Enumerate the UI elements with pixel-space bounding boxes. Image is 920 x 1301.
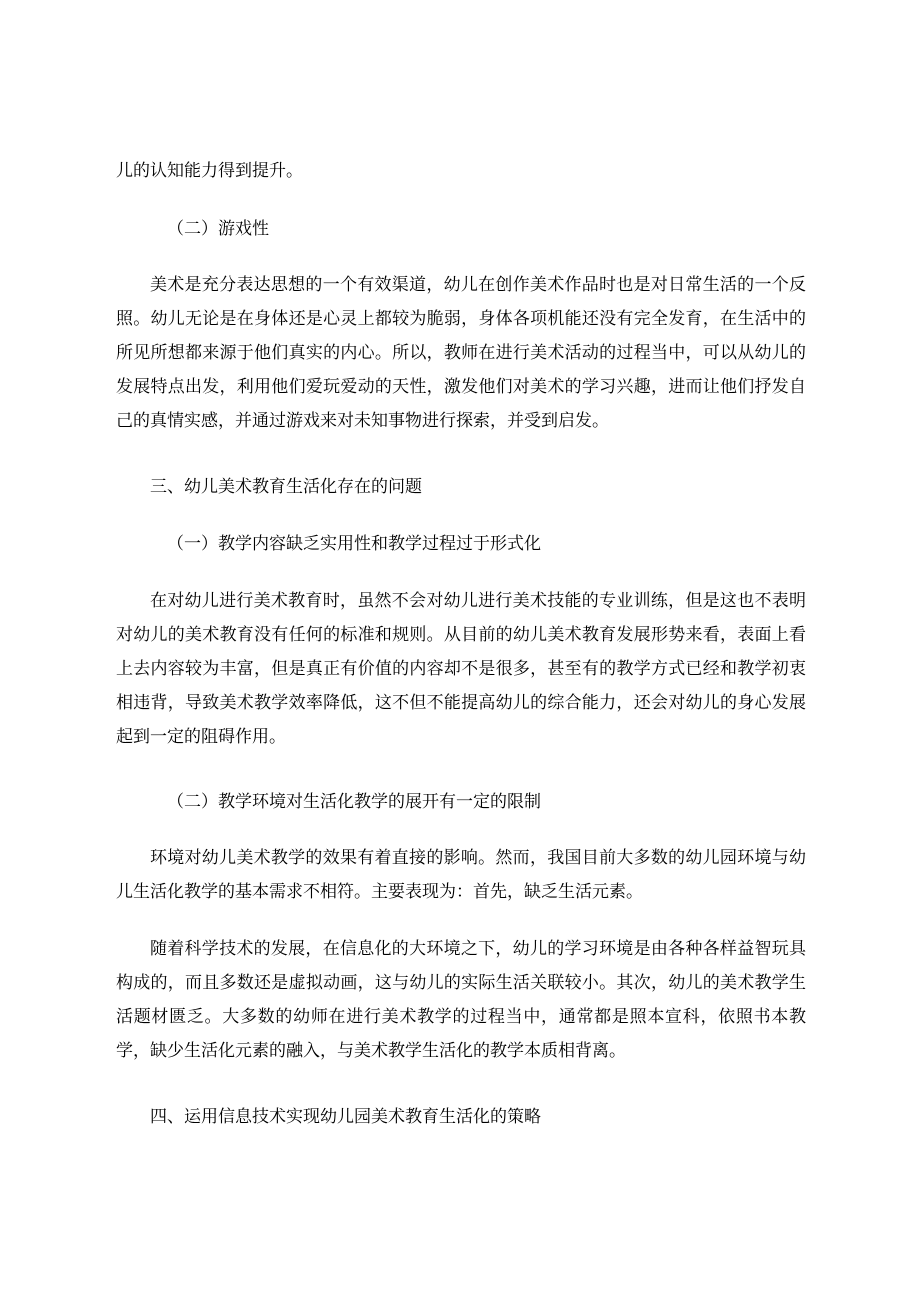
paragraph-playfulness: 美术是充分表达思想的一个有效渠道，幼儿在创作美术作品时也是对日常生活的一个反照。幼儿无论是在身体还是心灵上都较为脆弱，身体各项机能还没有完全发育，在生活中的所见所想都来源于他们真实的内心。所以，教师在进行美术活动的过程当中，可以从幼儿的发展特点出发，利用他们爱玩爱动的天性，激发他们对美术的学习兴趣，进而让他们抒发自己的真情实感，并通过游戏来对未知事物进行探索，并受到启发。	[116, 275, 806, 431]
subheading-playfulness: （二）游戏性	[167, 219, 269, 239]
paragraph-continuation: 儿的认知能力得到提升。	[116, 161, 303, 181]
paragraph-teaching-environment: 环境对幼儿美术教学的效果有着直接的影响。然而，我国目前大多数的幼儿园环境与幼儿生活化教学的基本需求不相符。主要表现为：首先，缺乏生活元素。	[116, 848, 806, 902]
heading-section-four: 四、运用信息技术实现幼儿园美术教育生活化的策略	[150, 1107, 541, 1127]
subheading-teaching-environment: （二）教学环境对生活化教学的展开有一定的限制	[167, 792, 541, 812]
paragraph-content-practicality: 在对幼儿进行美术教育时，虽然不会对幼儿进行美术技能的专业训练，但是这也不表明对幼儿的美术教育没有任何的标准和规则。从目前的幼儿美术教育发展形势来看，表面上看上去内容较为丰富，但是真正有价值的内容却不是很多，甚至有的教学方式已经和教学初衷相违背，导致美术教学效率降低，这不但不能提高幼儿的综合能力，还会对幼儿的身心发展起到一定的阻碍作用。	[116, 591, 806, 747]
subheading-content-practicality: （一）教学内容缺乏实用性和教学过程过于形式化	[167, 534, 541, 554]
paragraph-technology-development: 随着科学技术的发展，在信息化的大环境之下，幼儿的学习环境是由各种各样益智玩具构成的，而且多数还是虚拟动画，这与幼儿的实际生活关联较小。其次，幼儿的美术教学生活题材匮乏。大多数的幼师在进行美术教学的过程当中，通常都是照本宣科，依照书本教学，缺少生活化元素的融入，与美术教学生活化的教学本质相背离。	[116, 939, 806, 1061]
heading-section-three: 三、幼儿美术教育生活化存在的问题	[150, 477, 422, 497]
